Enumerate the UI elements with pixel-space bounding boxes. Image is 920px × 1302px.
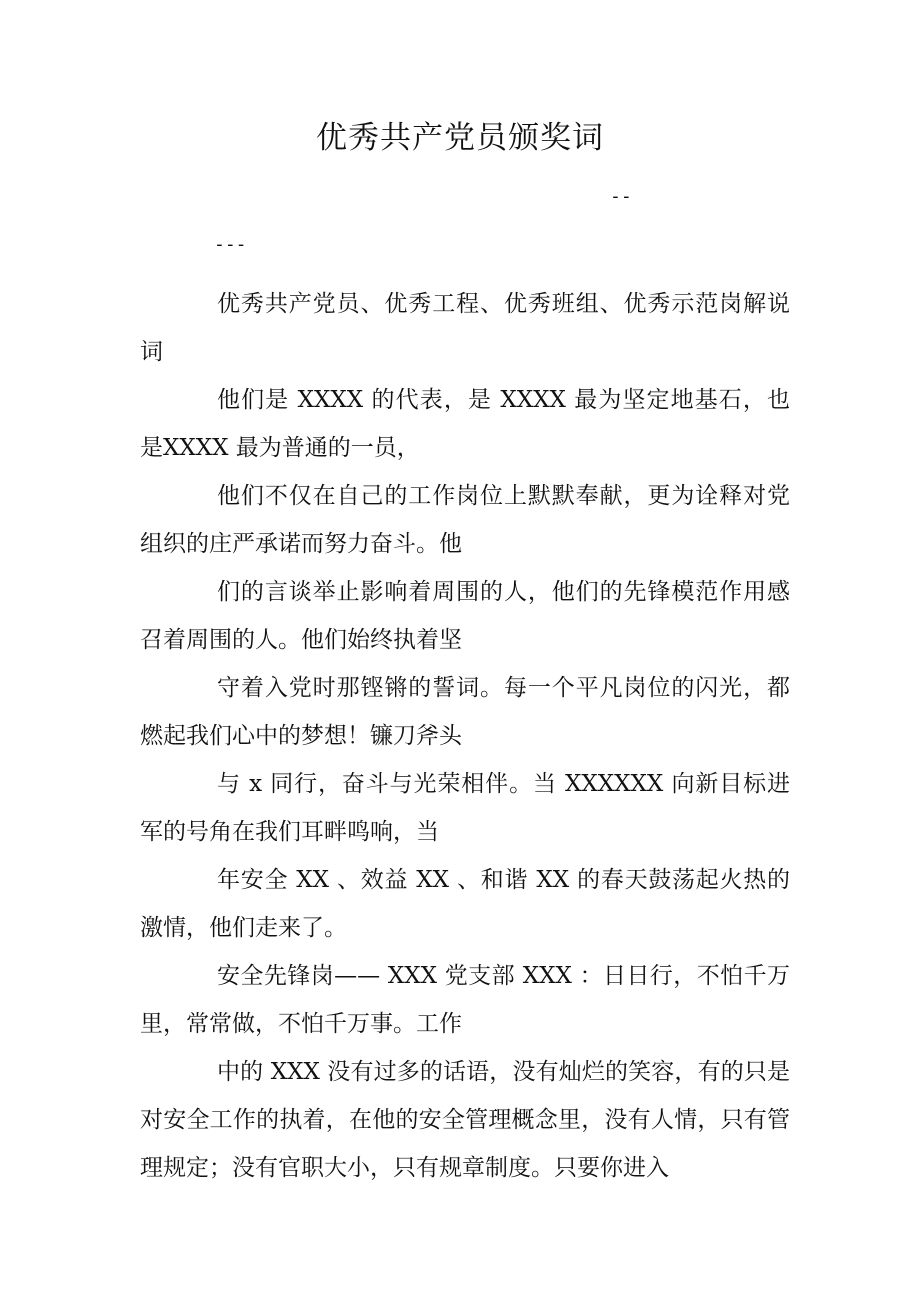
document-body <box>140 280 790 1192</box>
paragraph: 他们是 XXXX 的代表，是 XXXX 最为坚定地基石，也是XXXX 最为普通的一员， <box>140 387 790 461</box>
signature-dash-left: --- <box>214 234 247 255</box>
paragraph: 年安全 XX 、效益 XX 、和谐 XX 的春天鼓荡起火热的激情，他们走来了。 <box>140 867 790 941</box>
paragraph: 与 x 同行，奋斗与光荣相伴。当 XXXXXX 向新目标进军的号角在我们耳畔鸣响，当 <box>140 771 790 845</box>
paragraph: 们的言谈举止影响着周围的人，他们的先锋模范作用感召着周围的人。他们始终执着坚 <box>140 579 790 653</box>
paragraph: 他们不仅在自己的工作岗位上默默奉献，更为诠释对党组织的庄严承诺而努力奋斗。他 <box>140 483 790 557</box>
signature-dash-right: -- <box>610 186 632 207</box>
paragraph: 安全先锋岗—— XXX 党支部 XXX ：日日行，不怕千万里，常常做，不怕千万事。工作 <box>140 963 790 1037</box>
paragraph: 优秀共产党员、优秀工程、优秀班组、优秀示范岗解说词 <box>140 291 790 365</box>
paragraph: 中的 XXX 没有过多的话语，没有灿烂的笑容，有的只是对安全工作的执着，在他的安全管理概念里，没有人情，只有管理规定；没有官职大小，只有规章制度。只要你进入 <box>140 1059 790 1181</box>
document-title: 优秀共产党员颁奖词 <box>316 120 604 156</box>
paragraph: 守着入党时那铿锵的誓词。每一个平凡岗位的闪光，都燃起我们心中的梦想！镰刀斧头 <box>140 675 790 749</box>
